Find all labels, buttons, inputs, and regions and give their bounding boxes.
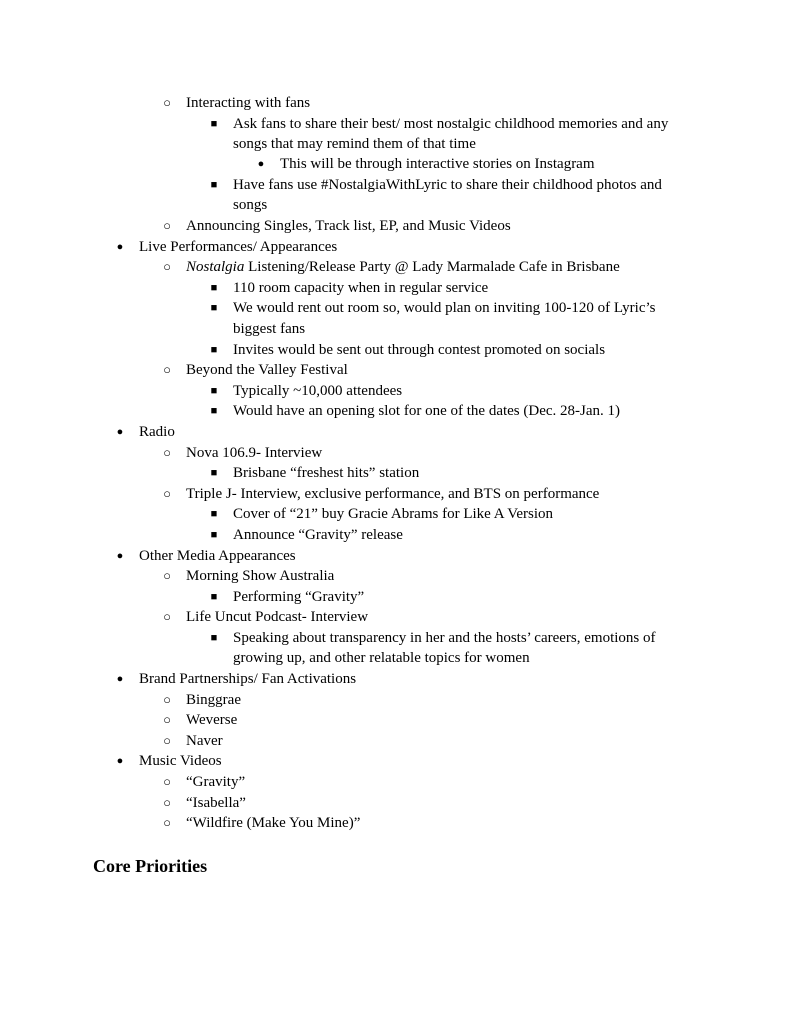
item-opening-slot: Would have an opening slot for one of the dates (Dec. 28-Jan. 1) (233, 403, 621, 419)
item-weverse: Weverse (186, 712, 238, 728)
bullet-circle: ○ (163, 362, 171, 377)
item-mv-gravity: “Gravity” (186, 774, 246, 790)
item-music-videos: Music Videos (139, 753, 222, 769)
bullet-disc: ● (116, 673, 124, 685)
bullet-circle: ○ (163, 774, 171, 789)
bullet-square: ■ (210, 385, 218, 397)
bullet-circle: ○ (163, 445, 171, 460)
bullet-square: ■ (210, 302, 218, 314)
bullet-square: ■ (210, 467, 218, 479)
bullet-disc: ● (116, 426, 124, 438)
item-life-uncut: Life Uncut Podcast- Interview (186, 609, 369, 625)
item-rent-room-cont: biggest fans (233, 321, 306, 337)
item-live-performances: Live Performances/ Appearances (139, 239, 338, 255)
bullet-circle: ○ (163, 568, 171, 583)
bullet-square: ■ (210, 118, 218, 130)
bullet-square: ■ (210, 632, 218, 644)
bullet-disc: ● (116, 241, 124, 253)
item-invites: Invites would be sent out through contest promoted on socials (233, 342, 606, 358)
bullet-disc: ● (116, 550, 124, 562)
bullet-square: ■ (210, 591, 218, 603)
bullet-square: ■ (210, 405, 218, 417)
bullet-square: ■ (210, 179, 218, 191)
section-heading-core-priorities: Core Priorities (93, 856, 208, 876)
bullet-circle: ○ (163, 259, 171, 274)
bullet-circle: ○ (163, 95, 171, 110)
item-beyond-the-valley: Beyond the Valley Festival (186, 362, 348, 378)
item-interacting-with-fans: Interacting with fans (186, 95, 311, 111)
item-performing-gravity: Performing “Gravity” (233, 589, 365, 605)
item-triple-j: Triple J- Interview, exclusive performance, and BTS on performance (186, 486, 600, 502)
bullet-square: ■ (210, 344, 218, 356)
bullet-disc: ● (257, 158, 265, 170)
bullet-square: ■ (210, 529, 218, 541)
bullet-circle: ○ (163, 733, 171, 748)
item-rent-room: We would rent out room so, would plan on inviting 100-120 of Lyric’s (233, 300, 656, 316)
item-ask-fans: Ask fans to share their best/ most nostalgic childhood memories and any (233, 116, 669, 132)
item-hashtag: Have fans use #NostalgiaWithLyric to share their childhood photos and (233, 177, 662, 193)
bullet-circle: ○ (163, 486, 171, 501)
bullet-circle: ○ (163, 609, 171, 624)
item-brand-partnerships: Brand Partnerships/ Fan Activations (139, 671, 357, 687)
bullet-square: ■ (210, 508, 218, 520)
nostalgia-title: Nostalgia (186, 259, 245, 275)
item-mv-isabella: “Isabella” (186, 795, 246, 811)
bullet-circle: ○ (163, 815, 171, 830)
item-mv-wildfire: “Wildfire (Make You Mine)” (186, 815, 361, 831)
listening-party-text: Listening/Release Party @ Lady Marmalade Cafe in Brisbane (244, 259, 620, 275)
bullet-square: ■ (210, 282, 218, 294)
bullet-circle: ○ (163, 712, 171, 727)
item-announce-gravity: Announce “Gravity” release (233, 527, 403, 543)
item-radio: Radio (139, 424, 175, 440)
bullet-circle: ○ (163, 218, 171, 233)
item-listening-party (186, 257, 620, 277)
item-morning-show: Morning Show Australia (186, 568, 335, 584)
item-announcing-singles: Announcing Singles, Track list, EP, and Music Videos (186, 218, 511, 234)
item-interactive-stories: This will be through interactive stories on Instagram (280, 156, 595, 172)
item-cover-21: Cover of “21” buy Gracie Abrams for Like A Version (233, 506, 554, 522)
bullet-circle: ○ (163, 692, 171, 707)
item-freshest-hits: Brisbane “freshest hits” station (233, 465, 420, 481)
item-naver: Naver (186, 733, 223, 749)
bullet-disc: ● (116, 755, 124, 767)
item-ask-fans-cont: songs that may remind them of that time (233, 136, 476, 152)
item-other-media: Other Media Appearances (139, 548, 296, 564)
item-nova-interview: Nova 106.9- Interview (186, 445, 323, 461)
item-binggrae: Binggrae (186, 692, 241, 708)
item-room-capacity: 110 room capacity when in regular service (233, 280, 489, 296)
item-transparency: Speaking about transparency in her and the hosts’ careers, emotions of (233, 630, 656, 646)
item-transparency-cont: growing up, and other relatable topics for women (233, 650, 530, 666)
item-attendees: Typically ~10,000 attendees (233, 383, 403, 399)
bullet-circle: ○ (163, 795, 171, 810)
item-hashtag-cont: songs (233, 197, 268, 213)
